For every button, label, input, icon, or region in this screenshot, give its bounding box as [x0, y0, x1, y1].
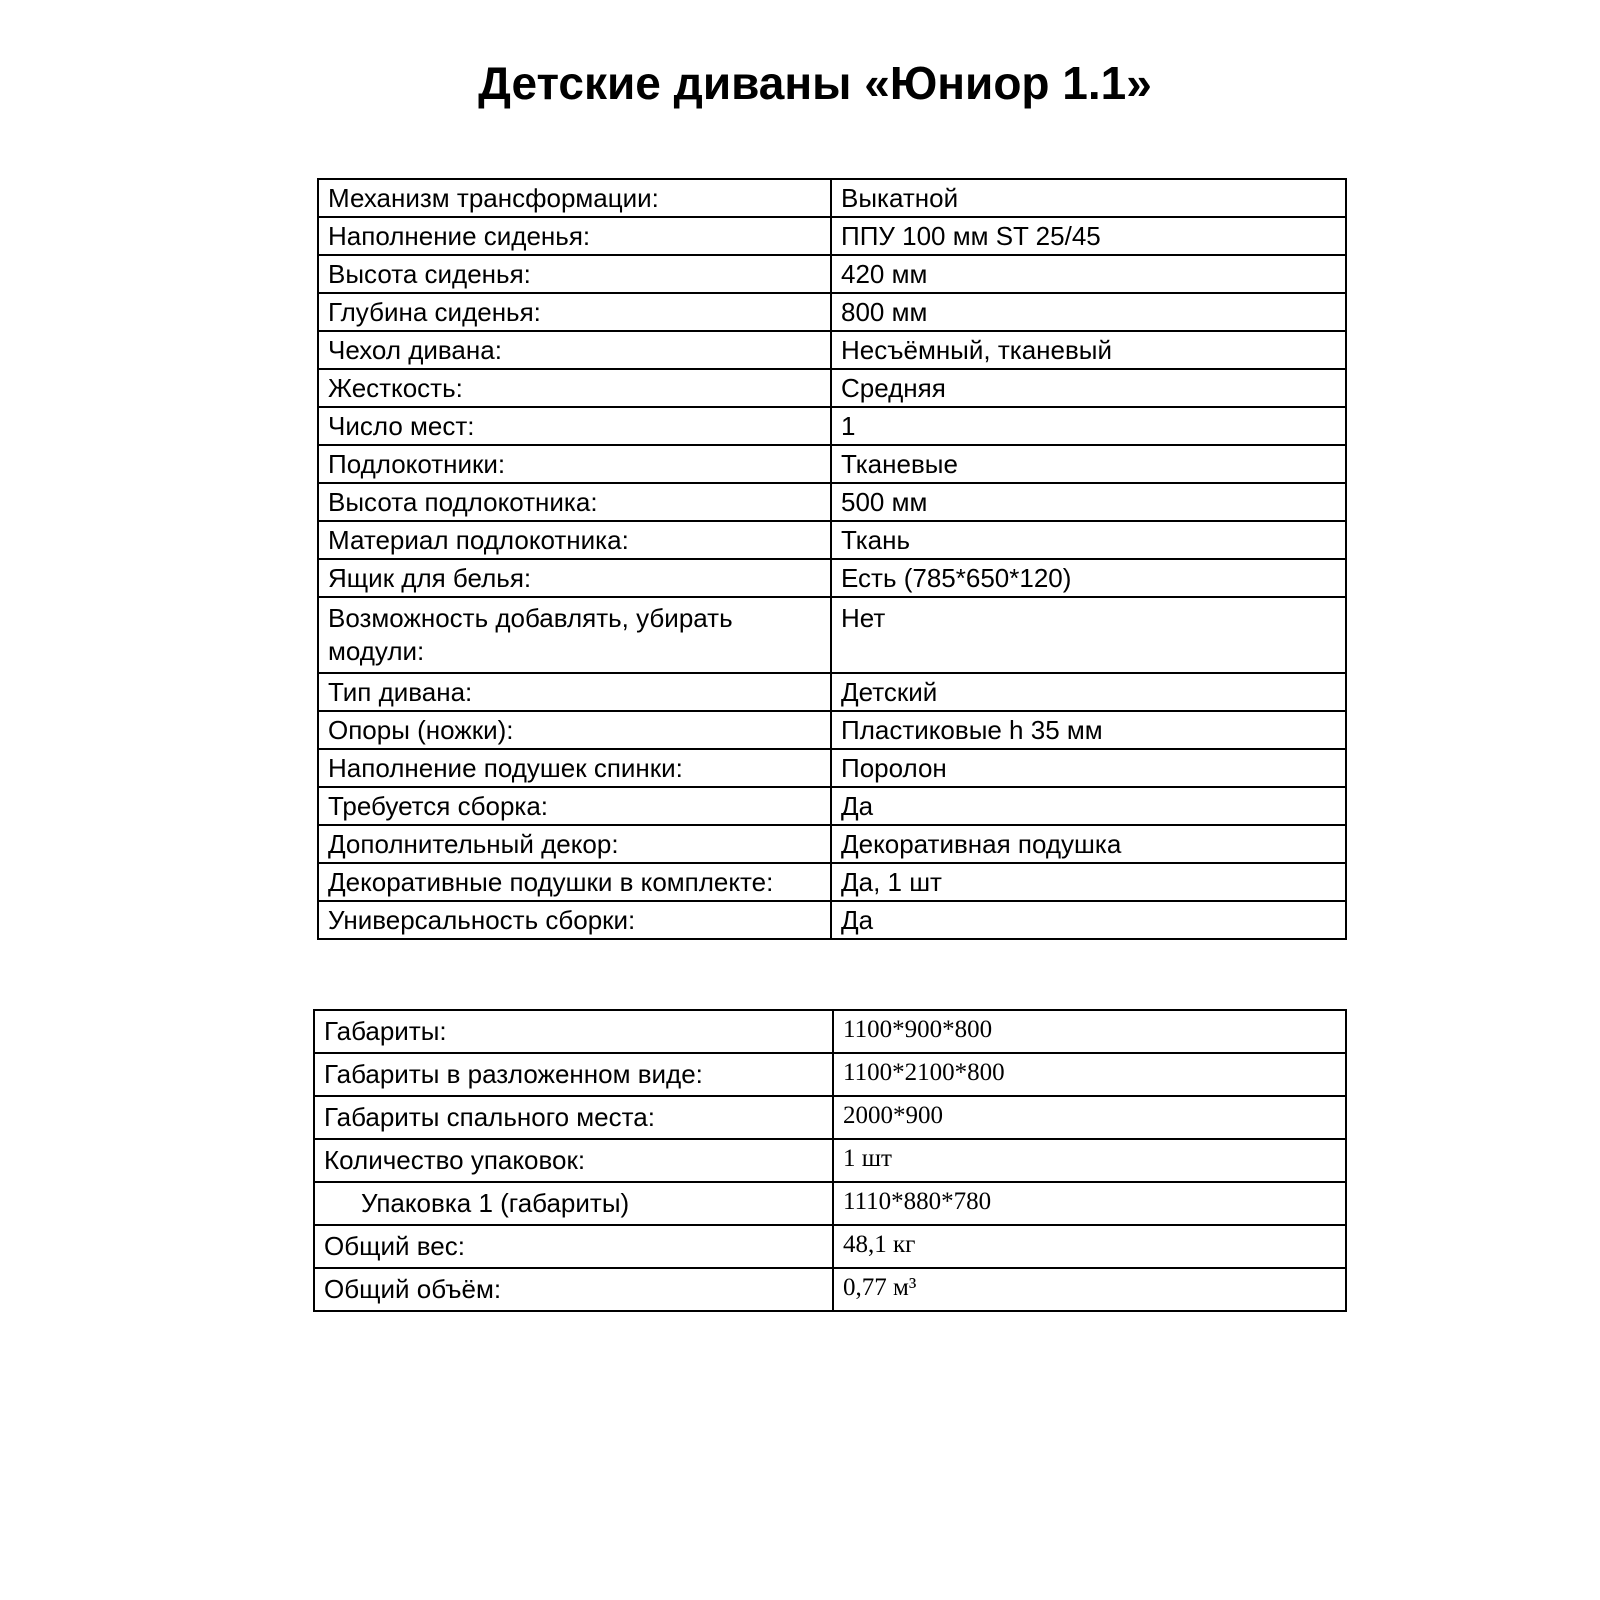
- dimension-value: 1 шт: [833, 1139, 1346, 1182]
- spec-value: Нет: [831, 597, 1346, 673]
- table-row: [314, 1139, 1346, 1182]
- dimension-label: Общий вес:: [314, 1225, 833, 1268]
- table-row: [318, 787, 1346, 825]
- table-row: [318, 559, 1346, 597]
- table-row: [318, 863, 1346, 901]
- table-row: [314, 1096, 1346, 1139]
- spec-value: 1: [831, 407, 1346, 445]
- spec-value: Несъёмный, тканевый: [831, 331, 1346, 369]
- spec-label: Жесткость:: [318, 369, 831, 407]
- spec-value: Средняя: [831, 369, 1346, 407]
- table-row: [314, 1182, 1346, 1225]
- dimension-label: Общий объём:: [314, 1268, 833, 1311]
- spec-value: Да: [831, 901, 1346, 939]
- table-row: [314, 1225, 1346, 1268]
- table-row: [318, 179, 1346, 217]
- table-row: [318, 483, 1346, 521]
- table-row: [318, 673, 1346, 711]
- spec-label: Возможность добавлять, убирать модули:: [318, 597, 831, 673]
- spec-value: 420 мм: [831, 255, 1346, 293]
- dimension-label: Габариты:: [314, 1010, 833, 1053]
- spec-label: Число мест:: [318, 407, 831, 445]
- dimension-value: 1110*880*780: [833, 1182, 1346, 1225]
- spec-value: Детский: [831, 673, 1346, 711]
- dimension-value: 0,77 м³: [833, 1268, 1346, 1311]
- spec-value: Декоративная подушка: [831, 825, 1346, 863]
- spec-label: Механизм трансформации:: [318, 179, 831, 217]
- dimension-value: 1100*900*800: [833, 1010, 1346, 1053]
- table-row: [318, 217, 1346, 255]
- spec-value: 500 мм: [831, 483, 1346, 521]
- table-row: [318, 445, 1346, 483]
- table-row: [314, 1268, 1346, 1311]
- spec-value: Тканевые: [831, 445, 1346, 483]
- table-row: [318, 293, 1346, 331]
- dimension-value: 1100*2100*800: [833, 1053, 1346, 1096]
- spec-label: Наполнение подушек спинки:: [318, 749, 831, 787]
- dimension-value: 2000*900: [833, 1096, 1346, 1139]
- spec-value: Пластиковые h 35 мм: [831, 711, 1346, 749]
- table-row: [318, 749, 1346, 787]
- spec-value: Выкатной: [831, 179, 1346, 217]
- dimension-label: Количество упаковок:: [314, 1139, 833, 1182]
- page-title: Детские диваны «Юниор 1.1»: [478, 57, 1152, 109]
- spec-label: Универсальность сборки:: [318, 901, 831, 939]
- table-row: [318, 901, 1346, 939]
- spec-value: Поролон: [831, 749, 1346, 787]
- spec-label: Чехол дивана:: [318, 331, 831, 369]
- dimension-label: Габариты в разложенном виде:: [314, 1053, 833, 1096]
- spec-label: Материал подлокотника:: [318, 521, 831, 559]
- table-row: [318, 331, 1346, 369]
- spec-label: Высота подлокотника:: [318, 483, 831, 521]
- spec-label: Дополнительный декор:: [318, 825, 831, 863]
- spec-label: Высота сиденья:: [318, 255, 831, 293]
- spec-label: Опоры (ножки):: [318, 711, 831, 749]
- dimension-label: Габариты спального места:: [314, 1096, 833, 1139]
- table-row: [318, 407, 1346, 445]
- table-row: [314, 1010, 1346, 1053]
- spec-label: Ящик для белья:: [318, 559, 831, 597]
- table-row: [318, 825, 1346, 863]
- spec-label: Наполнение сиденья:: [318, 217, 831, 255]
- spec-label: Требуется сборка:: [318, 787, 831, 825]
- specs-table: [317, 178, 1347, 940]
- spec-label: Подлокотники:: [318, 445, 831, 483]
- table-row: [318, 369, 1346, 407]
- dimension-value: 48,1 кг: [833, 1225, 1346, 1268]
- dimensions-table: [313, 1009, 1347, 1312]
- spec-value: Есть (785*650*120): [831, 559, 1346, 597]
- table-row: [318, 711, 1346, 749]
- spec-label: Тип дивана:: [318, 673, 831, 711]
- spec-value: Да: [831, 787, 1346, 825]
- table-row: [318, 597, 1346, 673]
- spec-value: 800 мм: [831, 293, 1346, 331]
- spec-label: Глубина сиденья:: [318, 293, 831, 331]
- dimension-label-package: Упаковка 1 (габариты): [314, 1182, 833, 1225]
- table-row: [318, 521, 1346, 559]
- table-row: [318, 255, 1346, 293]
- spec-value: Да, 1 шт: [831, 863, 1346, 901]
- spec-label: Декоративные подушки в комплекте:: [318, 863, 831, 901]
- spec-value: Ткань: [831, 521, 1346, 559]
- spec-value: ППУ 100 мм ST 25/45: [831, 217, 1346, 255]
- table-row: [314, 1053, 1346, 1096]
